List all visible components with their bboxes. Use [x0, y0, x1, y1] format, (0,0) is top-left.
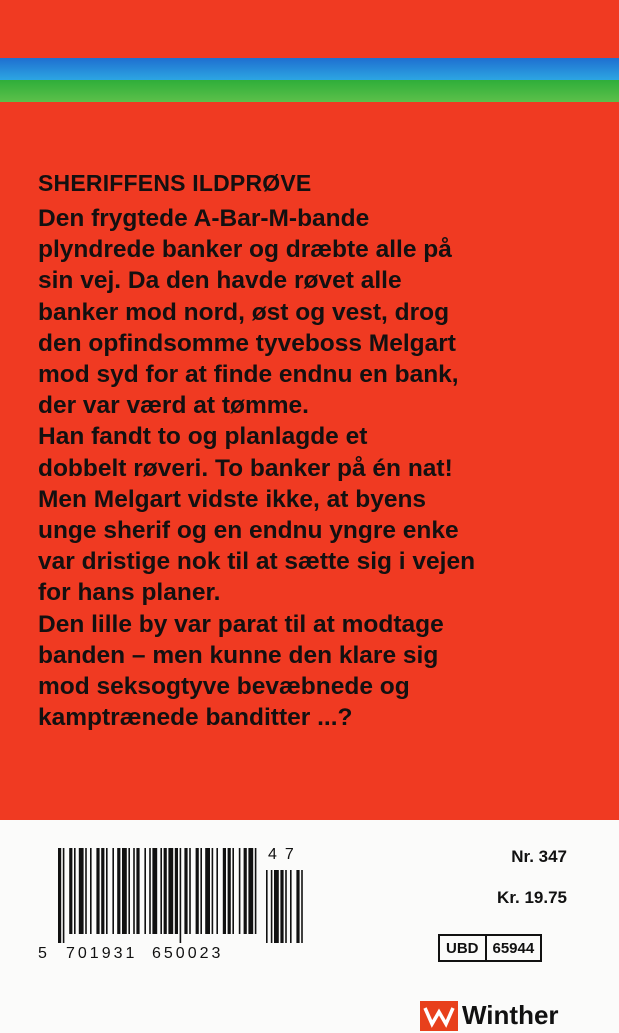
blurb-line: unge sherif og en endnu yngre enke — [38, 517, 459, 545]
barcode-bar — [239, 848, 241, 934]
barcode-bar — [101, 848, 104, 934]
barcode-bar — [144, 848, 146, 934]
barcode-bar — [216, 848, 218, 934]
barcode-bar — [133, 848, 135, 934]
blurb-line: Den lille by var parat til at modtage — [38, 610, 444, 638]
barcode-addon-bar — [296, 870, 299, 943]
barcode-bar — [212, 848, 214, 934]
ubd-number: 65944 — [492, 939, 535, 957]
blurb-line: for hans planer. — [38, 579, 221, 607]
blurb-line: der var værd at tømme. — [38, 392, 309, 420]
barcode-bar — [228, 848, 231, 934]
green-stripe — [0, 80, 619, 102]
barcode-bar — [69, 848, 72, 934]
barcode-addon-bar — [290, 870, 292, 943]
barcode — [58, 848, 303, 943]
barcode-bar — [136, 848, 139, 934]
barcode-right-digits: 650023 — [152, 945, 224, 962]
blurb-line: kamptrænede banditter ...? — [38, 704, 353, 732]
barcode-bar — [175, 848, 178, 934]
blurb-line: var dristige nok til at sætte sig i vejen — [38, 548, 476, 576]
barcode-bar — [112, 848, 114, 934]
blue-stripe — [0, 58, 619, 80]
barcode-bar — [168, 848, 173, 934]
barcode-bar — [196, 848, 199, 934]
barcode-addon-bar — [266, 870, 268, 943]
barcode-bar — [184, 848, 187, 934]
blurb-line: banker mod nord, øst og vest, drog — [38, 298, 450, 326]
barcode-bar — [223, 848, 226, 934]
barcode-bar — [122, 848, 127, 934]
barcode-bar — [200, 848, 202, 934]
barcode-bar — [152, 848, 157, 934]
barcode-bar — [160, 848, 162, 934]
blurb-line: Den frygtede A-Bar-M-bande — [38, 205, 370, 232]
barcode-bar — [106, 848, 108, 934]
barcode-bar — [232, 848, 234, 934]
barcode-bar — [90, 848, 92, 934]
blurb-line: sin vej. Da den havde røvet alle — [38, 267, 402, 295]
blurb-line: den opfindsomme tyveboss Melgart — [38, 329, 456, 357]
publisher-logo — [420, 1000, 559, 1031]
barcode-bar — [128, 848, 130, 934]
blurb-line: Han fandt to og planlagde et — [38, 423, 368, 451]
winther-w-logo-icon — [420, 1001, 458, 1031]
barcode-addon-bar — [280, 870, 283, 943]
barcode-bar — [85, 848, 87, 934]
book-title: SHERIFFENS ILDPRØVE — [38, 170, 312, 196]
barcode-left-digits: 701931 — [66, 945, 138, 962]
blurb-line: banden – men kunne den klare sig — [38, 641, 439, 669]
barcode-bar — [149, 848, 151, 934]
barcode-bar — [63, 848, 65, 943]
barcode-addon-bar — [274, 870, 279, 943]
blurb-line: dobbelt røveri. To banker på én nat! — [38, 454, 453, 482]
barcode-bar — [96, 848, 99, 934]
blurb-line: mod seksogtyve bevæbnede og — [38, 673, 410, 701]
publisher-name: Winther — [462, 1000, 559, 1030]
issue-number: Nr. 347 — [511, 847, 567, 866]
barcode-bar — [205, 848, 210, 934]
barcode-addon-bar — [271, 870, 273, 943]
price: Kr. 19.75 — [497, 888, 567, 907]
barcode-bar — [255, 848, 257, 934]
barcode-bar — [180, 848, 182, 943]
barcode-bar — [58, 848, 61, 943]
barcode-addon-digits: 47 — [268, 846, 302, 863]
barcode-bar — [74, 848, 76, 934]
ubd-label: UBD — [440, 936, 487, 960]
barcode-addon-bar — [285, 870, 287, 943]
barcode-bar — [164, 848, 167, 934]
blurb-text — [38, 203, 598, 733]
barcode-bar — [244, 848, 247, 934]
barcode-addon-bar — [301, 870, 303, 943]
barcode-bar — [79, 848, 84, 934]
barcode-first-digit: 5 — [38, 945, 50, 962]
blurb-line: Men Melgart vidste ikke, at byens — [38, 485, 427, 513]
blurb-line: plyndrede banker og dræbte alle på — [38, 236, 452, 264]
blurb-line: mod syd for at finde endnu en bank, — [38, 361, 459, 389]
barcode-bar — [189, 848, 191, 934]
barcode-bar — [248, 848, 253, 934]
barcode-bar — [117, 848, 120, 934]
ubd-box — [438, 934, 542, 962]
